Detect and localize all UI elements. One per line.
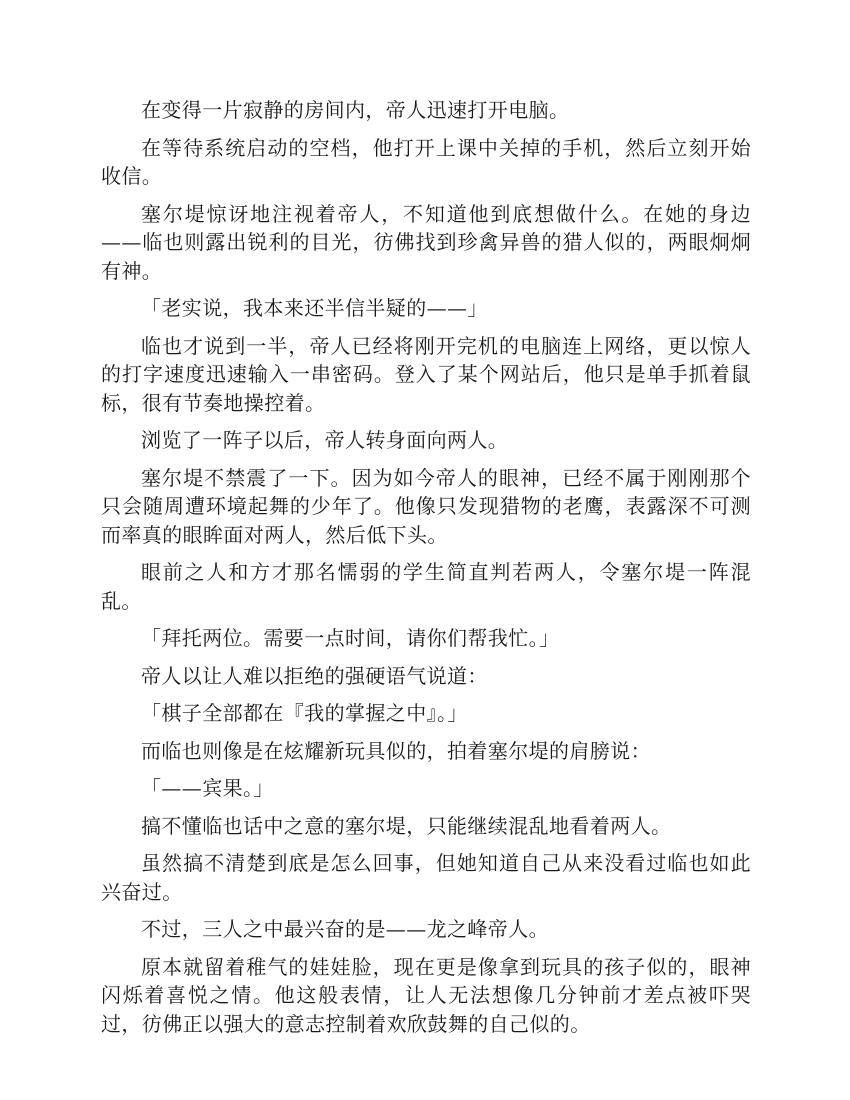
document-body — [101, 96, 751, 1047]
paragraph: 虽然搞不清楚到底是怎么回事，但她知道自己从来没看过临也如此兴奋过。 — [101, 851, 751, 904]
paragraph: 帝人以让人难以拒绝的强硬语气说道： — [141, 663, 488, 688]
paragraph: 「拜托两位。需要一点时间，请你们帮我忙。」 — [141, 626, 560, 650]
paragraph: 「——宾果。」 — [141, 776, 274, 800]
paragraph: 而临也则像是在炫耀新玩具似的，拍着塞尔堤的肩膀说： — [141, 738, 651, 763]
paragraph: 塞尔堤不禁震了一下。因为如今帝人的眼神，已经不属于刚刚那个只会随周遭环境起舞的少年了。他像只发现猎物的老鹰，表露深不可测而率真的眼眸面对两人，然后低下头。 — [101, 465, 751, 547]
paragraph: 搞不懂临也话中之意的塞尔堤，只能继续混乱地看着两人。 — [141, 813, 672, 838]
paragraph: 不过，三人之中最兴奋的是——龙之峰帝人。 — [141, 917, 549, 941]
paragraph: 浏览了一阵子以后，帝人转身面向两人。 — [141, 428, 509, 452]
paragraph: 眼前之人和方才那名懦弱的学生简直判若两人，令塞尔堤一阵混乱。 — [101, 560, 751, 613]
paragraph: 在等待系统启动的空档，他打开上课中关掉的手机，然后立刻开始收信。 — [101, 135, 751, 188]
paragraph: 在变得一片寂静的房间内，帝人迅速打开电脑。 — [141, 98, 570, 122]
paragraph: 「棋子全部都在『我的掌握之中』。」 — [141, 701, 468, 725]
paragraph: 塞尔堤惊讶地注视着帝人，不知道他到底想做什么。在她的身边——临也则露出锐利的目光，彷佛找到珍禽异兽的猎人似的，两眼炯炯有神。 — [101, 201, 751, 283]
paragraph: 临也才说到一半，帝人已经将刚开完机的电脑连上网络，更以惊人的打字速度迅速输入一串密码。登入了某个网站后，他只是单手抓着鼠标，很有节奏地操控着。 — [101, 333, 751, 415]
paragraph: 原本就留着稚气的娃娃脸，现在更是像拿到玩具的孩子似的，眼神闪烁着喜悦之情。他这般表情，让人无法想像几分钟前才差点被吓哭过，彷佛正以强大的意志控制着欢欣鼓舞的自己似的。 — [101, 954, 751, 1036]
paragraph: 「老实说，我本来还半信半疑的——」 — [141, 296, 488, 320]
